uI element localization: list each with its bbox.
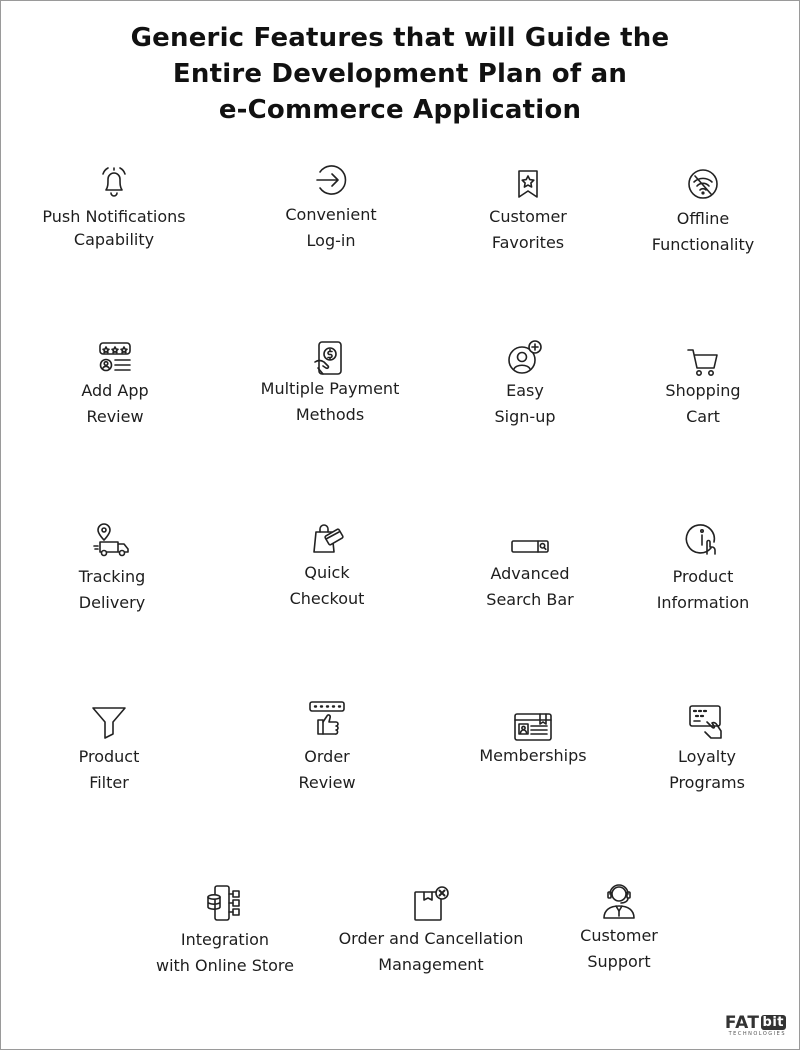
logo-tagline: TECHNOLOGIES: [728, 1031, 786, 1037]
membership-card-icon: [513, 707, 553, 747]
wifi-off-icon: [683, 164, 723, 204]
logo-wordmark: FAT bit: [724, 1013, 784, 1033]
feature-label: Tracking Delivery: [78, 567, 146, 612]
rating-stars-icon: [95, 338, 135, 378]
phone-payment-icon: [310, 338, 350, 378]
feature-multiple-payment-methods: [235, 338, 425, 428]
feature-advanced-search-bar: [435, 527, 625, 613]
feature-label: Advanced Search Bar: [486, 564, 574, 609]
feature-offline-functionality: [608, 164, 798, 258]
bag-card-icon: [307, 518, 347, 558]
info-touch-icon: [683, 520, 723, 560]
database-integration-icon: [205, 883, 245, 923]
title-line-1: Generic Features that will Guide the: [130, 23, 670, 53]
feature-order-cancellation: [336, 884, 526, 978]
loyalty-card-icon: [687, 702, 727, 742]
feature-quick-checkout: [232, 518, 422, 612]
funnel-icon: [89, 702, 129, 742]
feature-order-review: [232, 700, 422, 796]
feature-label: Product Information: [656, 567, 750, 612]
cart-icon: [683, 342, 723, 382]
feature-label: Push Notifications Capability: [42, 207, 186, 249]
feature-product-filter: [14, 702, 204, 796]
feature-memberships: [438, 707, 628, 769]
delivery-truck-icon: [92, 520, 132, 560]
page-title: [0, 20, 800, 128]
feature-loyalty-programs: [612, 702, 800, 796]
fatbit-logo: [725, 1015, 786, 1038]
feature-label: Multiple Payment Methods: [260, 379, 400, 424]
title-line-2: Entire Development Plan of an: [172, 59, 628, 89]
feature-label: Shopping Cart: [665, 381, 741, 426]
bookmark-star-icon: [508, 164, 548, 204]
feature-label: Customer Support: [580, 926, 658, 971]
feature-customer-support: [524, 881, 714, 975]
feature-convenient-login: [236, 160, 426, 254]
feature-label: Easy Sign-up: [494, 381, 556, 426]
feature-integration-online-store: [130, 883, 320, 979]
feature-easy-signup: [430, 338, 620, 430]
feature-shopping-cart: [608, 342, 798, 430]
feature-product-information: [608, 520, 798, 616]
feature-label: Order Review: [298, 747, 356, 792]
feature-label: Memberships: [479, 746, 587, 765]
feature-label: Quick Checkout: [289, 563, 365, 608]
feature-label: Loyalty Programs: [669, 747, 745, 792]
feature-add-app-review: [20, 338, 210, 430]
user-add-icon: [505, 338, 545, 378]
title-line-3: e-Commerce Application: [218, 95, 582, 125]
feature-label: Product Filter: [78, 747, 140, 792]
feature-tracking-delivery: [17, 520, 207, 616]
feature-label: Order and Cancellation Management: [338, 929, 524, 974]
feature-label: Customer Favorites: [489, 207, 567, 252]
support-agent-icon: [599, 881, 639, 921]
login-arrow-icon: [311, 160, 351, 200]
feature-push-notifications: [19, 162, 209, 250]
feature-label: Convenient Log-in: [285, 205, 377, 250]
feature-label: Add App Review: [81, 381, 149, 426]
feature-label: Offline Functionality: [651, 209, 755, 254]
box-cancel-icon: [411, 884, 451, 924]
bell-icon: [94, 162, 134, 202]
feature-label: Integration with Online Store: [155, 930, 294, 975]
thumbs-up-rating-icon: [307, 700, 347, 740]
feature-customer-favorites: [433, 164, 623, 256]
